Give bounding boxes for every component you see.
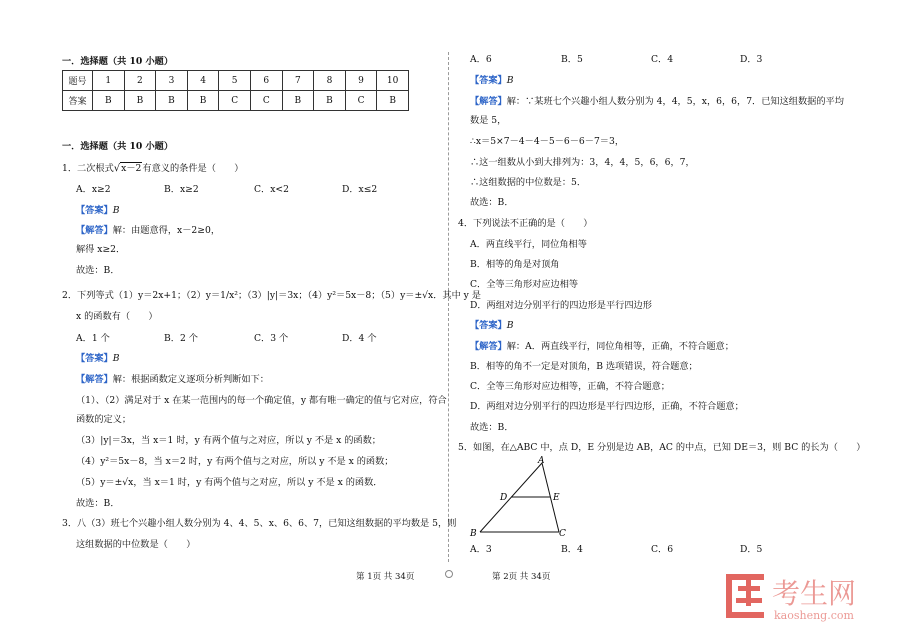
option-a: A．3 [470, 544, 492, 555]
triangle-figure [462, 455, 582, 541]
solution-tag: 【解答】 [76, 374, 113, 385]
solution-line: （5）y＝±√x，当 x＝1 时，y 有两个值与之对应，所以 y 不是 x 的函数． [76, 477, 383, 488]
question-4-stem: 4．下列说法不正确的是（ ） [458, 218, 593, 229]
page-separator-dot [445, 570, 453, 578]
answer-value: B [506, 320, 514, 331]
option-b: B．4 [561, 544, 583, 555]
table-cell: 3 [156, 71, 188, 91]
option-c: C．全等三角形对应边相等 [470, 279, 579, 290]
answer-value: B [112, 353, 120, 364]
option-a: A．两直线平行，同位角相等 [470, 239, 587, 250]
answer-line [76, 205, 120, 216]
section-title: 一．选择题（共 10 小题） [62, 141, 174, 152]
page-number-right: 第 2页 共 34页 [492, 572, 551, 582]
table-cell: B [156, 91, 188, 111]
solution-tag: 【解答】 [76, 225, 113, 236]
answer-value: B [506, 75, 514, 86]
label-a: A [538, 456, 545, 466]
solution-line [76, 225, 220, 236]
logo-domain-text: kaosheng.com [774, 609, 854, 622]
solution-text: 解：根据函数定义逐项分析判断如下： [112, 374, 269, 385]
solution-line: D．两组对边分别平行的四边形是平行四边形，正确，不符合题意； [470, 401, 744, 412]
label-e: E [553, 493, 560, 503]
solution-line: 函数的定义； [76, 414, 132, 425]
solution-line: （4）y²＝5x－8，当 x＝2 时，y 有两个值与之对应，所以 y 不是 x 的函数； [76, 456, 394, 467]
solution-line: ∴这组数据的中位数是：5． [470, 177, 587, 188]
answer-tag: 【答案】 [470, 320, 507, 331]
table-header-label: 题号 [63, 71, 93, 91]
question-2-stem: 2．下列等式（1）y＝2x+1；（2）y＝1/x²；（3）|y|＝3x；（4）y²＝5x－8；（5）y＝±√x．其中 y 是 [62, 290, 481, 301]
table-cell: 2 [124, 71, 156, 91]
page-number-left: 第 1页 共 34页 [356, 572, 415, 582]
question-2-stem-cont: x 的函数有（ ） [76, 311, 158, 322]
solution-line: C．全等三角形对应边相等，正确，不符合题意； [470, 381, 670, 392]
option-b: B．5 [561, 54, 583, 65]
option-c: C．x<2 [254, 184, 289, 195]
solution-line: 故选：B． [76, 498, 120, 509]
option-d: D．3 [740, 54, 763, 65]
radicand: x－2 [121, 163, 142, 174]
solution-tag: 【解答】 [470, 96, 507, 107]
option-d: D．5 [740, 544, 763, 555]
solution-line: 故选：B． [470, 197, 514, 208]
option-b: B．x≥2 [164, 184, 199, 195]
question-3-stem: 3．八（3）班七个兴趣小组人数分别为 4、4、5、x、6、6、7，已知这组数据的平均数是 5，则 [62, 518, 457, 529]
table-answer-label: 答案 [63, 91, 93, 111]
answer-value: B [112, 205, 120, 216]
solution-line: ∴x＝5×7－4－4－5－6－6－7＝3， [470, 136, 625, 147]
table-cell: 5 [219, 71, 251, 91]
label-d: D [500, 493, 508, 503]
answer-table [62, 70, 409, 111]
table-cell: B [377, 91, 409, 111]
option-a: A．x≥2 [76, 184, 111, 195]
table-cell: C [250, 91, 282, 111]
option-b: B．2 个 [164, 333, 198, 344]
solution-tag: 【解答】 [470, 341, 507, 352]
section-title: 一．选择题（共 10 小题） [62, 56, 174, 67]
solution-text: 解：A．两直线平行，同位角相等，正确，不符合题意； [506, 341, 734, 352]
solution-line: 数是 5， [470, 115, 507, 126]
solution-line: （1）、（2）满足对于 x 在某一范围内的每一个确定值，y 都有唯一确定的值与它对应，符合 [76, 395, 447, 406]
table-cell: B [93, 91, 125, 111]
stem-text: 有意义的条件是（ ） [142, 163, 244, 174]
table-cell: B [187, 91, 219, 111]
answer-tag: 【答案】 [76, 205, 113, 216]
answer-line [470, 320, 514, 331]
solution-line [76, 374, 269, 385]
option-c: C．3 个 [254, 333, 289, 344]
solution-line: B．相等的角不一定是对顶角，B 选项错误，符合题意； [470, 361, 698, 372]
solution-line [470, 341, 734, 352]
option-a: A．6 [470, 54, 492, 65]
stem-text: 1．二次根式 [62, 163, 114, 174]
logo-brand-text: 考生网 [772, 577, 857, 610]
table-cell: 10 [377, 71, 409, 91]
table-cell: B [314, 91, 346, 111]
solution-line: 解得 x≥2． [76, 244, 126, 255]
table-row [63, 71, 409, 91]
table-cell: 7 [282, 71, 314, 91]
solution-line: 故选：B． [470, 422, 514, 433]
option-b: B．相等的角是对顶角 [470, 259, 560, 270]
radical: √x－2 [113, 163, 142, 174]
answer-tag: 【答案】 [470, 75, 507, 86]
option-d: D．4 个 [342, 333, 377, 344]
column-divider [448, 52, 449, 562]
answer-line [76, 353, 120, 364]
table-cell: B [282, 91, 314, 111]
option-d: D．两组对边分别平行的四边形是平行四边形 [470, 300, 652, 311]
label-b: B [470, 529, 477, 539]
option-d: D．x≤2 [342, 184, 378, 195]
solution-line: ∴这一组数从小到大排列为：3，4，4，5，6，6，7， [470, 157, 695, 168]
kaosheng-logo [722, 566, 892, 626]
question-1-stem [62, 163, 243, 174]
solution-line [470, 96, 844, 107]
table-cell: C [345, 91, 377, 111]
kaosheng-logo-mark [722, 566, 892, 626]
question-5-stem: 5．如图，在△ABC 中，点 D，E 分别是边 AB，AC 的中点，已知 DE＝3，则 BC 的长为（ ） [458, 442, 866, 453]
table-cell: 8 [314, 71, 346, 91]
answer-tag: 【答案】 [76, 353, 113, 364]
answer-line [470, 75, 514, 86]
table-cell: 9 [345, 71, 377, 91]
table-cell: 4 [187, 71, 219, 91]
table-cell: 1 [93, 71, 125, 91]
question-3-stem-cont: 这组数据的中位数是（ ） [76, 539, 196, 550]
solution-line: 故选：B． [76, 265, 120, 276]
solution-text: 解：由题意得，x－2≥0， [112, 225, 221, 236]
table-cell: C [219, 91, 251, 111]
table-cell: 6 [250, 71, 282, 91]
solution-line: （3）|y|＝3x，当 x＝1 时，y 有两个值与之对应，所以 y 不是 x 的函数； [76, 435, 381, 446]
option-c: C．4 [651, 54, 674, 65]
table-row [63, 91, 409, 111]
solution-text: 解：∵某班七个兴趣小组人数分别为 4，4，5，x，6，6，7．已知这组数据的平均 [506, 96, 844, 107]
option-a: A．1 个 [76, 333, 110, 344]
label-c: C [559, 529, 566, 539]
table-cell: B [124, 91, 156, 111]
option-c: C．6 [651, 544, 674, 555]
